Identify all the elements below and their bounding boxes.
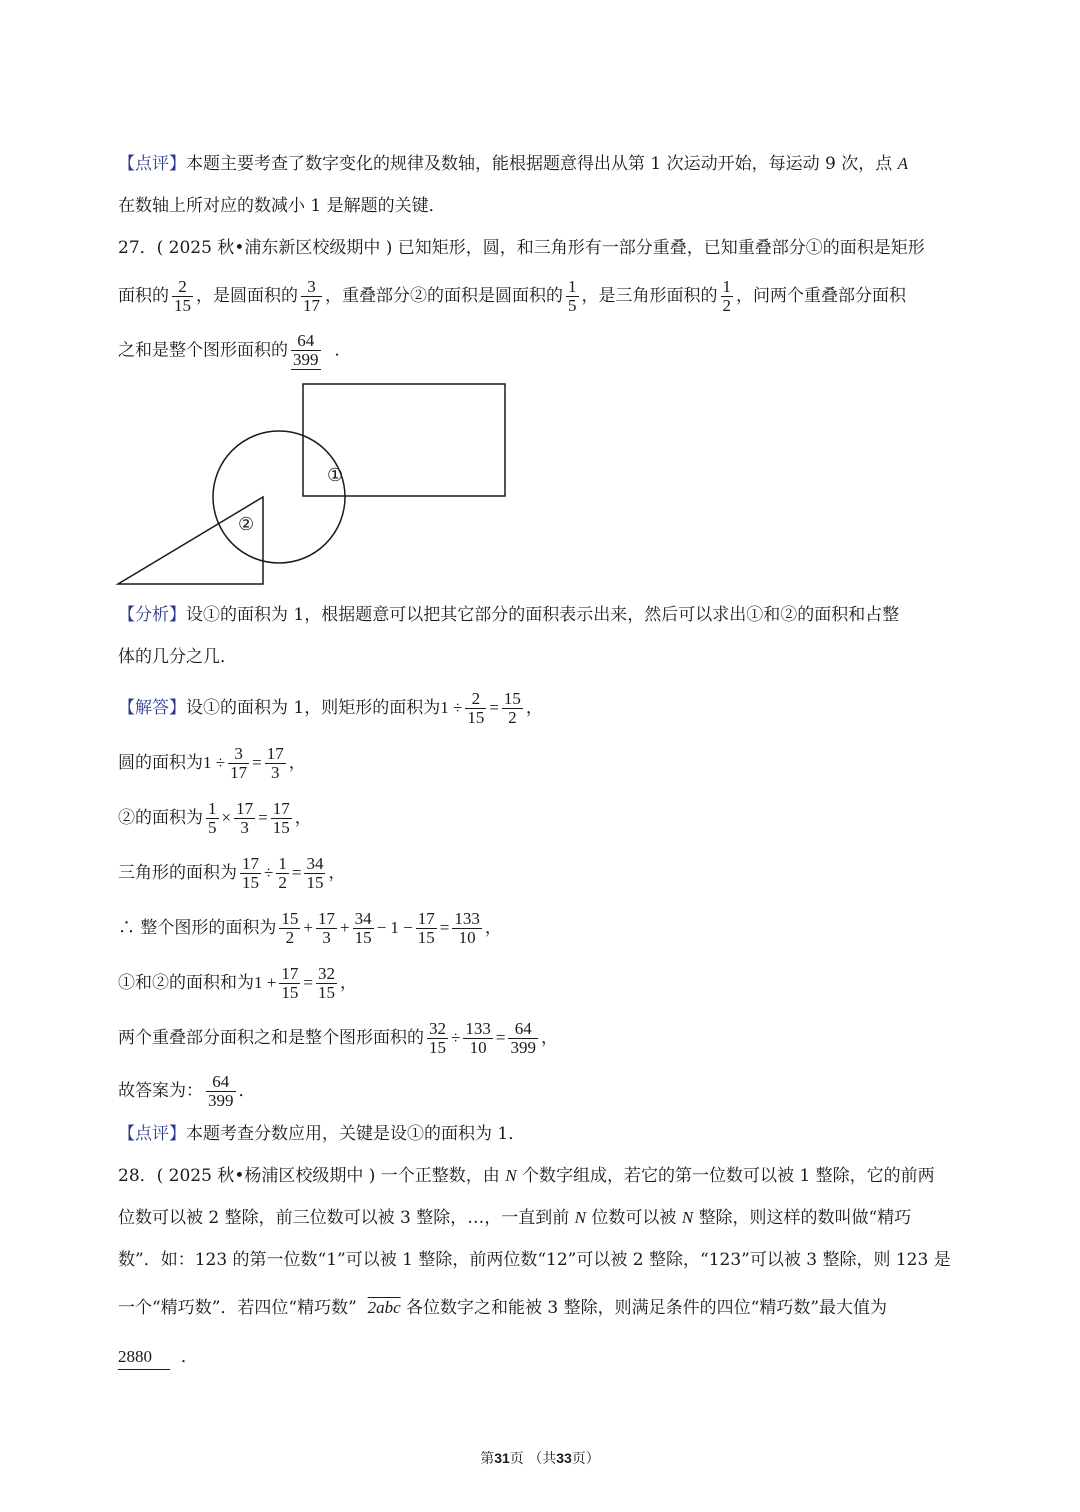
denominator: 3 <box>240 817 249 837</box>
problem-28-line-1 <box>118 1164 978 1188</box>
comment-line-1 <box>118 152 978 176</box>
problem-27-stem-line-1 <box>118 236 978 260</box>
math: + <box>340 917 350 937</box>
step-text: 三角形的面积为 <box>118 862 237 883</box>
denominator: 5 <box>568 295 577 315</box>
stem-text: 一个“精巧数”．若四位“精巧数” <box>118 1298 357 1318</box>
analysis-tag: 【分析】 <box>118 605 186 625</box>
problem-27-text: 27．( 2025 秋•浦东新区校级期中 ) 已知矩形，圆，和三角形有一部分重叠，已知重叠部分①的面积是矩形 <box>118 238 925 258</box>
fraction <box>502 690 523 727</box>
fraction <box>206 1073 236 1110</box>
solution-step-1 <box>118 690 978 727</box>
denominator: 17 <box>303 295 320 315</box>
numerator: 2 <box>172 278 193 297</box>
problem-28-line-4 <box>118 1296 978 1320</box>
math: − 1 − <box>376 917 413 937</box>
total-pages: 33 <box>556 1450 572 1466</box>
stem-text: 数”．如：123 的第一位数“1”可以被 1 整除，前两位数“12”可以被 2 整除，“123”可以被 3 整除，则 123 是 <box>118 1250 951 1270</box>
numerator: 32 <box>429 1019 446 1038</box>
numerator: 133 <box>454 909 480 928</box>
numerator: 17 <box>272 799 290 818</box>
stem-text: 28．( 2025 秋•杨浦区校级期中 ) 一个正整数，由 <box>118 1166 500 1186</box>
punct: ． <box>238 1080 256 1101</box>
footer-text: 页 （共 <box>509 1451 557 1467</box>
fraction <box>240 855 261 892</box>
fraction <box>316 910 337 947</box>
fraction <box>206 800 219 837</box>
numerator: 17 <box>266 744 284 763</box>
math: × <box>221 807 232 827</box>
variable-n: N <box>505 1166 517 1185</box>
answer-blank: 2880 <box>118 1345 170 1370</box>
numerator: 3 <box>301 278 322 297</box>
problem-28-line-2 <box>118 1206 978 1230</box>
denominator: 15 <box>272 817 290 837</box>
point-variable: A <box>897 154 909 173</box>
math: ÷ <box>264 862 274 882</box>
problem-28-line-3 <box>118 1248 978 1272</box>
numerator: 15 <box>281 909 299 928</box>
denominator: 15 <box>317 982 335 1002</box>
comment-tag: 【点评】 <box>118 154 186 174</box>
numerator: 3 <box>228 745 249 764</box>
fraction-3-17 <box>301 278 322 315</box>
denominator: 15 <box>174 295 191 315</box>
punct: ， <box>288 752 306 773</box>
solution-step-7 <box>118 1020 978 1057</box>
solution-step-5 <box>118 910 978 947</box>
solution-answer <box>118 1073 978 1110</box>
fraction <box>276 855 289 892</box>
fraction <box>427 1020 448 1057</box>
numerator: 64 <box>206 1073 236 1092</box>
step-text: 两个重叠部分面积之和是整个图形面积的 <box>118 1027 424 1048</box>
numerator: 133 <box>465 1019 491 1038</box>
overlap-label-2: ② <box>238 514 255 535</box>
denominator: 15 <box>429 1037 446 1057</box>
punct: ， <box>525 697 543 718</box>
page-number: 31 <box>494 1450 510 1466</box>
solution-step-6 <box>118 965 978 1002</box>
denominator: 399 <box>510 1037 536 1057</box>
punct: ． <box>180 1347 198 1367</box>
numerator: 1 <box>568 277 577 296</box>
comment-text-cont: 在数轴上所对应的数减小 1 是解题的关键． <box>118 196 446 216</box>
stem-text: ． <box>334 340 352 361</box>
denominator: 15 <box>306 872 324 892</box>
analysis-line-1 <box>118 603 978 627</box>
punct: ， <box>540 1027 558 1048</box>
fraction-1-5 <box>566 278 579 315</box>
stem-text: 整除，则这样的数叫做“精巧 <box>698 1208 912 1228</box>
stem-text: ，是圆面积的 <box>196 285 298 306</box>
solution-step-2 <box>118 745 978 782</box>
math: = <box>258 807 268 827</box>
math: 1 ÷ <box>203 752 226 772</box>
stem-text: 位数可以被 2 整除，前三位数可以被 3 整除，…，一直到前 <box>118 1208 570 1228</box>
fraction <box>279 910 300 947</box>
solution-tag: 【解答】 <box>118 697 186 718</box>
fraction <box>271 800 292 837</box>
variable-n: N <box>574 1208 586 1227</box>
fraction <box>465 690 486 727</box>
numerator: 34 <box>306 854 324 873</box>
comment-27-line <box>118 1122 978 1146</box>
fraction <box>508 1020 538 1057</box>
numerator: 1 <box>278 854 287 873</box>
geometry-figure <box>112 378 512 592</box>
variable-n: N <box>681 1208 694 1227</box>
numerator: 64 <box>291 332 321 351</box>
math: + <box>303 917 313 937</box>
numerator: 64 <box>508 1020 538 1039</box>
circle-shape <box>213 431 345 563</box>
denominator: 15 <box>281 982 299 1002</box>
page-footer <box>0 1448 1080 1468</box>
math: = <box>439 917 450 937</box>
denominator: 2 <box>508 707 517 727</box>
fraction <box>416 910 437 947</box>
numerator: 17 <box>417 909 435 928</box>
problem-27-stem-line-3 <box>118 332 978 370</box>
denominator: 399 <box>208 1090 234 1110</box>
fraction <box>463 1020 493 1057</box>
numerator: 15 <box>503 689 521 708</box>
numerator: 17 <box>281 964 299 983</box>
number-2abc: 2abc <box>367 1298 401 1317</box>
fraction <box>265 745 286 782</box>
fraction <box>228 745 249 782</box>
math: 1 ÷ <box>440 697 463 717</box>
fraction <box>279 965 300 1002</box>
footer-text: 第 <box>480 1451 495 1467</box>
stem-text: 位数可以被 <box>591 1208 677 1228</box>
comment-text: 本题主要考查了数字变化的规律及数轴，能根据题意得出从第 1 次运动开始，每运动 9 次，点 <box>186 154 893 174</box>
numerator: 17 <box>318 909 335 928</box>
punct: ， <box>294 807 312 828</box>
denominator: 15 <box>242 872 259 892</box>
fraction <box>304 855 325 892</box>
footer-text: 页） <box>571 1451 600 1467</box>
step-text: 故答案为： <box>118 1080 203 1101</box>
stem-text: ，是三角形面积的 <box>581 285 718 306</box>
comment-tag: 【点评】 <box>118 1124 186 1144</box>
math: ÷ <box>451 1027 461 1047</box>
math: 1 + <box>254 972 277 992</box>
math: = <box>291 862 302 882</box>
math: = <box>303 972 313 992</box>
analysis-line-2 <box>118 645 978 669</box>
numerator: 17 <box>236 799 254 818</box>
denominator: 2 <box>278 872 287 892</box>
analysis-text-cont: 体的几分之几． <box>118 647 237 667</box>
denominator: 2 <box>285 927 295 947</box>
denominator: 5 <box>208 817 217 837</box>
punct: ， <box>484 917 502 938</box>
fraction <box>316 965 337 1002</box>
fraction <box>234 800 255 837</box>
denominator: 15 <box>354 927 372 947</box>
numerator: 2 <box>465 690 486 709</box>
denominator: 15 <box>417 927 435 947</box>
step-text: ∴ 整个图形的面积为 <box>118 917 277 938</box>
math: = <box>489 697 499 717</box>
fraction-1-2 <box>721 278 734 315</box>
denominator: 10 <box>469 1037 487 1057</box>
stem-text: 之和是整个图形面积的 <box>118 340 288 361</box>
numerator: 1 <box>722 277 731 296</box>
step-text: ②的面积为 <box>118 807 203 828</box>
overlap-label-1: ① <box>327 465 344 486</box>
fraction <box>353 910 374 947</box>
solution-step-4 <box>118 855 978 892</box>
stem-text: ，重叠部分②的面积是圆面积的 <box>325 285 563 306</box>
stem-text: 个数字组成，若它的第一位数可以被 1 整除，它的前两 <box>521 1166 935 1186</box>
numerator: 32 <box>317 964 335 983</box>
fraction-2-15 <box>172 278 193 315</box>
punct: ， <box>328 862 346 883</box>
problem-28-line-5 <box>118 1345 978 1370</box>
denominator: 3 <box>270 762 280 782</box>
math: = <box>495 1027 506 1047</box>
numerator: 34 <box>354 909 372 928</box>
answer-blank <box>291 332 321 370</box>
triangle-shape <box>118 497 263 584</box>
denominator: 10 <box>458 927 476 947</box>
comment-text: 本题考查分数应用，关键是设①的面积为 1． <box>186 1124 526 1144</box>
punct: ， <box>339 972 357 993</box>
numerator: 17 <box>242 854 259 873</box>
analysis-text: 设①的面积为 1，根据题意可以把其它部分的面积表示出来，然后可以求出①和②的面积和占整 <box>186 605 900 625</box>
denominator: 2 <box>722 295 731 315</box>
step-text: 设①的面积为 1，则矩形的面积为 <box>186 697 441 718</box>
denominator: 15 <box>467 707 485 727</box>
solution-step-3 <box>118 800 978 837</box>
math: = <box>252 752 262 772</box>
problem-27-stem-line-2 <box>118 278 978 315</box>
denominator: 3 <box>322 927 331 947</box>
denominator: 399 <box>293 349 319 369</box>
fraction <box>452 910 482 947</box>
stem-text: 面积的 <box>118 285 169 306</box>
step-text: 圆的面积为 <box>118 752 203 773</box>
stem-text: 各位数字之和能被 3 整除，则满足条件的四位“精巧数”最大值为 <box>406 1298 888 1318</box>
numerator: 1 <box>208 799 217 818</box>
denominator: 17 <box>230 762 248 782</box>
comment-line-2 <box>118 194 978 218</box>
stem-text: ，问两个重叠部分面积 <box>736 285 906 306</box>
step-text: ①和②的面积和为 <box>118 972 254 993</box>
